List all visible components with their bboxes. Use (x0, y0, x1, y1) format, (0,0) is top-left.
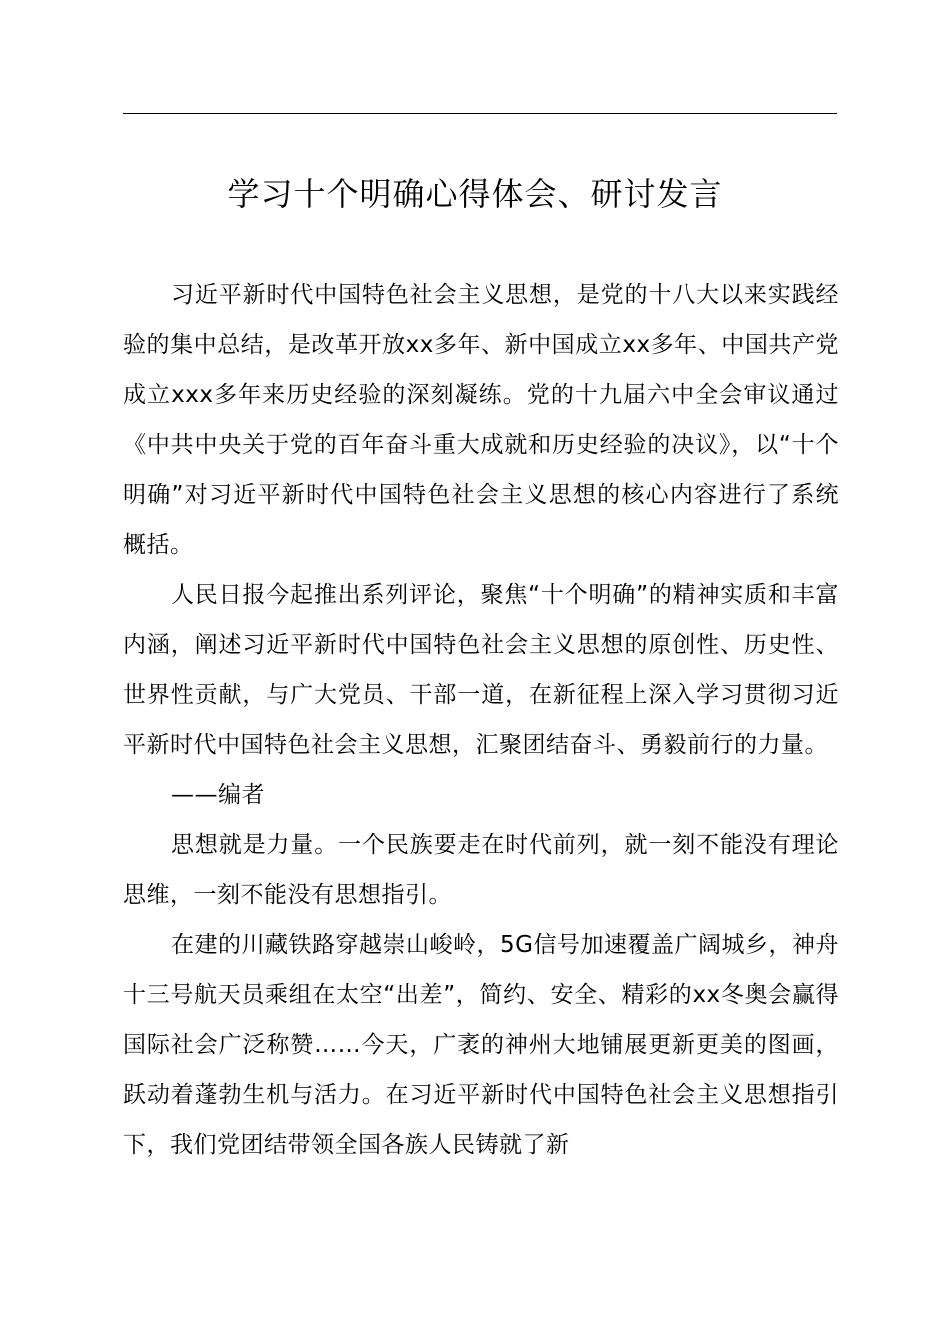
document-title: 学习十个明确心得体会、研讨发言 (227, 175, 723, 213)
paragraph: 习近平新时代中国特色社会主义思想，是党的十八大以来实践经验的集中总结，是改革开放xx多年、新中国成立xx多年、中国共产党成立xxx多年来历史经验的深刻凝练。党的十九届六中全会审议通过《中共中央关于党的百年奋斗重大成就和历史经验的决议》，以“十个明确”对习近平新时代中国特色社会主义思想的核心内容进行了系统概括。 (123, 282, 839, 558)
paragraph: 思想就是力量。一个民族要走在时代前列，就一刻不能没有理论思维，一刻不能没有思想指引。 (123, 832, 839, 908)
header-rule (123, 113, 837, 114)
paragraph: 人民日报今起推出系列评论，聚焦“十个明确”的精神实质和丰富内涵，阐述习近平新时代中国特色社会主义思想的原创性、历史性、世界性贡献，与广大党员、干部一道，在新征程上深入学习贯彻习近平新时代中国特色社会主义思想，汇聚团结奋斗、勇毅前行的力量。 (123, 582, 839, 758)
paragraph: 在建的川藏铁路穿越崇山峻岭，5G信号加速覆盖广阔城乡，神舟十三号航天员乘组在太空“出差”，简约、安全、精彩的xx冬奥会赢得国际社会广泛称赞……今天，广袤的神州大地铺展更新更美的图画，跃动着蓬勃生机与活力。在习近平新时代中国特色社会主义思想指引下，我们党团结带领全国各族人民铸就了新 (123, 932, 839, 1158)
editor-signature: ——编者 (171, 782, 265, 808)
document-body (123, 270, 839, 1170)
